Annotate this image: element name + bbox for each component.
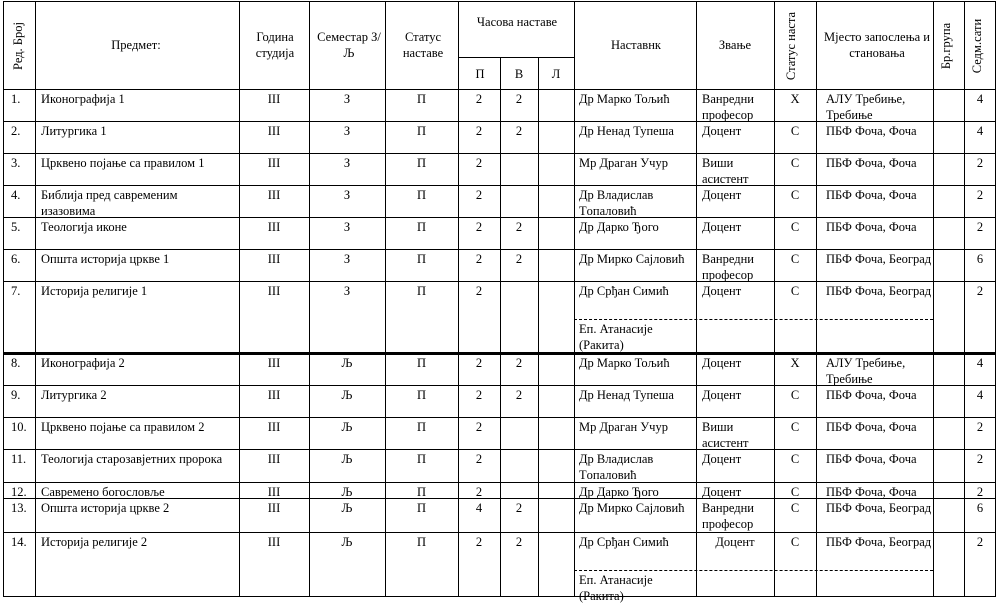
weekly-hours: 6	[976, 501, 984, 515]
subject-name: Литургика 1	[41, 124, 107, 138]
teacher-name: Мр Драган Учур	[579, 420, 668, 434]
row-number: 7.	[11, 284, 21, 298]
column-divider	[774, 1, 775, 597]
column-divider	[538, 57, 539, 597]
header-semester: Семестар З/Љ	[317, 30, 381, 60]
weekly-hours: 2	[976, 156, 984, 170]
column-divider	[816, 1, 817, 597]
year-of-study: III	[267, 388, 281, 402]
column-divider	[3, 1, 4, 597]
workplace-residence: ПБФ Фоча, Београд	[826, 284, 932, 298]
workplace-residence: ПБФ Фоча, Београд	[826, 252, 932, 266]
column-divider	[35, 1, 36, 597]
row-number: 5.	[11, 220, 21, 234]
subject-name: Теологија старозавјетних пророка	[41, 452, 223, 466]
weekly-hours: 2	[976, 284, 984, 298]
hours-p: 2	[475, 156, 483, 170]
semester: З	[343, 124, 351, 138]
teacher-status: Х	[790, 356, 800, 370]
subject-name: Иконографија 1	[41, 92, 125, 106]
header-v: В	[514, 67, 524, 81]
course-status: П	[416, 535, 427, 549]
workplace-residence: ПБФ Фоча, Београд	[826, 535, 932, 549]
subject-name: Историја религије 2	[41, 535, 148, 549]
weekly-hours: 2	[976, 485, 984, 499]
teacher-title: Доцент	[702, 220, 742, 234]
hours-v: 2	[515, 124, 523, 138]
second-teacher-name: Еп. Атанасије (Ракита)	[579, 322, 653, 352]
teacher-status: С	[790, 501, 800, 515]
teacher-title: Доцент	[702, 485, 742, 499]
column-divider	[696, 1, 697, 597]
course-status: П	[416, 356, 427, 370]
teacher-status: Х	[790, 92, 800, 106]
subject-name: Општа историја цркве 1	[41, 252, 170, 266]
subject-name: Историја религије 1	[41, 284, 148, 298]
teacher-name: Др Ненад Тупеша	[579, 124, 674, 138]
teacher-title: Доцент	[702, 188, 742, 202]
teacher-name: Др Владислав Тoпаловић	[579, 188, 654, 218]
hours-p: 2	[475, 252, 483, 266]
row-divider	[458, 57, 574, 58]
semester: З	[343, 220, 351, 234]
semester: Љ	[341, 420, 353, 434]
row-number: 6.	[11, 252, 21, 266]
teacher-name: Др Мирко Сајловић	[579, 501, 685, 515]
workplace-residence: ПБФ Фоча, Фоча	[826, 420, 917, 434]
workplace-residence: ПБФ Фоча, Фоча	[826, 156, 917, 170]
teacher-title: Доцент	[715, 535, 755, 549]
hours-v: 2	[515, 92, 523, 106]
semester: З	[343, 188, 351, 202]
year-of-study: III	[267, 156, 281, 170]
semester: Љ	[341, 356, 353, 370]
teacher-status: С	[790, 420, 800, 434]
semester: Љ	[341, 535, 353, 549]
teacher-title: Ванредни професор	[702, 92, 754, 122]
teacher-status: С	[790, 535, 800, 549]
semester: Љ	[341, 388, 353, 402]
second-teacher-name: Еп. Атанасије (Ракита)	[579, 573, 653, 603]
course-status: П	[416, 156, 427, 170]
year-of-study: III	[267, 420, 281, 434]
column-divider	[458, 1, 459, 597]
course-status: П	[416, 252, 427, 266]
teacher-title: Виши асистент	[702, 420, 749, 450]
dashed-divider	[574, 570, 933, 571]
header-weekly-hours: Седм.сати	[970, 18, 984, 74]
column-divider	[995, 1, 996, 597]
header-teacher-status: Статус наста	[784, 11, 798, 81]
teacher-status: С	[790, 124, 800, 138]
teacher-status: С	[790, 156, 800, 170]
course-status: П	[416, 420, 427, 434]
header-teacher: Наставнк	[611, 38, 661, 52]
year-of-study: III	[267, 501, 281, 515]
semester: Љ	[341, 485, 353, 499]
semester: З	[343, 156, 351, 170]
subject-name: Црквено појање са правилом 2	[41, 420, 205, 434]
year-of-study: III	[267, 284, 281, 298]
header-p: П	[475, 67, 485, 81]
header-row-number: Ред. Број	[11, 22, 25, 70]
workplace-residence: ПБФ Фоча, Фоча	[826, 220, 917, 234]
workplace-residence: ПБФ Фоча, Фоча	[826, 388, 917, 402]
teacher-status: С	[790, 388, 800, 402]
workplace-residence: ПБФ Фоча, Фоча	[826, 485, 917, 499]
row-number: 9.	[11, 388, 21, 402]
teacher-title: Доцент	[702, 356, 742, 370]
header-hours: Часова наставе	[476, 15, 558, 29]
subject-name: Теологија иконе	[41, 220, 127, 234]
teacher-name: Др Ненад Тупеша	[579, 388, 674, 402]
hours-p: 2	[475, 124, 483, 138]
teacher-title: Доцент	[702, 284, 742, 298]
teacher-name: Др Мирко Сајловић	[579, 252, 685, 266]
course-status: П	[416, 485, 427, 499]
column-divider	[239, 1, 240, 597]
teacher-name: Др Марко Тољић	[579, 92, 670, 106]
header-groups: Бр.група	[939, 22, 953, 70]
row-number: 8.	[11, 356, 21, 370]
row-divider	[3, 1, 996, 2]
hours-p: 4	[475, 501, 483, 515]
teacher-status: С	[790, 252, 800, 266]
course-status: П	[416, 124, 427, 138]
row-number: 11.	[11, 452, 27, 466]
semester: Љ	[341, 501, 353, 515]
subject-name: Библија пред савременим изазовима	[41, 188, 178, 218]
column-divider	[385, 1, 386, 597]
hours-p: 2	[475, 284, 483, 298]
teacher-title: Доцент	[702, 388, 742, 402]
weekly-hours: 2	[976, 420, 984, 434]
workplace-residence: ПБФ Фоча, Фоча	[826, 452, 917, 466]
weekly-hours: 4	[976, 356, 984, 370]
course-status: П	[416, 501, 427, 515]
course-status: П	[416, 388, 427, 402]
year-of-study: III	[267, 252, 281, 266]
teacher-title: Ванредни професор	[702, 501, 754, 531]
weekly-hours: 2	[976, 220, 984, 234]
header-title: Звање	[718, 38, 752, 52]
year-of-study: III	[267, 535, 281, 549]
hours-p: 2	[475, 356, 483, 370]
hours-p: 2	[475, 188, 483, 202]
column-divider	[933, 1, 934, 597]
teacher-name: Др Владислав Тoпаловић	[579, 452, 654, 482]
header-subject: Предмет:	[111, 38, 161, 52]
subject-name: Црквено појање са правилом 1	[41, 156, 205, 170]
teacher-name: Др Срђан Симић	[579, 535, 669, 549]
semester: З	[343, 284, 351, 298]
row-number: 14.	[11, 535, 27, 549]
hours-p: 2	[475, 420, 483, 434]
teacher-name: Др Дарко Ђого	[579, 485, 659, 499]
hours-p: 2	[475, 535, 483, 549]
header-year: Година студија	[255, 30, 295, 60]
teacher-title: Доцент	[702, 452, 742, 466]
hours-v: 2	[515, 220, 523, 234]
teacher-name: Др Срђан Симић	[579, 284, 669, 298]
workplace-residence: ПБФ Фоча, Фоча	[826, 124, 917, 138]
column-divider	[309, 1, 310, 597]
teacher-title: Доцент	[702, 124, 742, 138]
course-status: П	[416, 92, 427, 106]
weekly-hours: 4	[976, 124, 984, 138]
weekly-hours: 2	[976, 188, 984, 202]
year-of-study: III	[267, 220, 281, 234]
year-of-study: III	[267, 188, 281, 202]
hours-p: 2	[475, 485, 483, 499]
weekly-hours: 6	[976, 252, 984, 266]
semester: Љ	[341, 452, 353, 466]
hours-p: 2	[475, 388, 483, 402]
row-number: 12.	[11, 485, 27, 499]
column-divider	[500, 57, 501, 597]
column-divider	[964, 1, 965, 597]
header-l: Л	[551, 67, 561, 81]
year-of-study: III	[267, 124, 281, 138]
weekly-hours: 2	[976, 452, 984, 466]
row-number: 3.	[11, 156, 21, 170]
subject-name: Иконографија 2	[41, 356, 125, 370]
weekly-hours: 2	[976, 535, 984, 549]
weekly-hours: 4	[976, 388, 984, 402]
teacher-status: С	[790, 452, 800, 466]
semester: З	[343, 252, 351, 266]
hours-v: 2	[515, 252, 523, 266]
teacher-status: С	[790, 485, 800, 499]
teacher-name: Др Марко Тољић	[579, 356, 670, 370]
course-status: П	[416, 284, 427, 298]
hours-p: 2	[475, 92, 483, 106]
workplace-residence: АЛУ Требиње, Требиње	[826, 356, 906, 386]
subject-name: Општа историја цркве 2	[41, 501, 170, 515]
teacher-status: С	[790, 220, 800, 234]
dashed-divider	[574, 319, 933, 320]
row-number: 4.	[11, 188, 21, 202]
header-status: Статус наставе	[402, 30, 444, 60]
teacher-status: С	[790, 188, 800, 202]
year-of-study: III	[267, 485, 281, 499]
teacher-title: Ванредни професор	[702, 252, 754, 282]
year-of-study: III	[267, 92, 281, 106]
teacher-title: Виши асистент	[702, 156, 749, 186]
workplace-residence: ПБФ Фоча, Фоча	[826, 188, 917, 202]
teacher-status: С	[790, 284, 800, 298]
weekly-hours: 4	[976, 92, 984, 106]
workplace-residence: АЛУ Требиње, Требиње	[826, 92, 906, 122]
hours-v: 2	[515, 388, 523, 402]
row-number: 2.	[11, 124, 21, 138]
year-of-study: III	[267, 356, 281, 370]
course-status: П	[416, 220, 427, 234]
workplace-residence: ПБФ Фоча, Београд	[826, 501, 932, 515]
subject-name: Литургика 2	[41, 388, 107, 402]
hours-v: 2	[515, 501, 523, 515]
row-number: 10.	[11, 420, 27, 434]
row-number: 13.	[11, 501, 27, 515]
hours-p: 2	[475, 220, 483, 234]
header-place: Мјесто запослења и становања	[824, 30, 930, 60]
hours-v: 2	[515, 356, 523, 370]
teacher-name: Мр Драган Учур	[579, 156, 668, 170]
year-of-study: III	[267, 452, 281, 466]
semester: З	[343, 92, 351, 106]
course-status: П	[416, 452, 427, 466]
hours-p: 2	[475, 452, 483, 466]
curriculum-table	[3, 1, 996, 603]
row-number: 1.	[11, 92, 21, 106]
subject-name: Савремено богословље	[41, 485, 165, 499]
hours-v: 2	[515, 535, 523, 549]
teacher-name: Др Дарко Ђого	[579, 220, 659, 234]
course-status: П	[416, 188, 427, 202]
column-divider	[574, 1, 575, 597]
